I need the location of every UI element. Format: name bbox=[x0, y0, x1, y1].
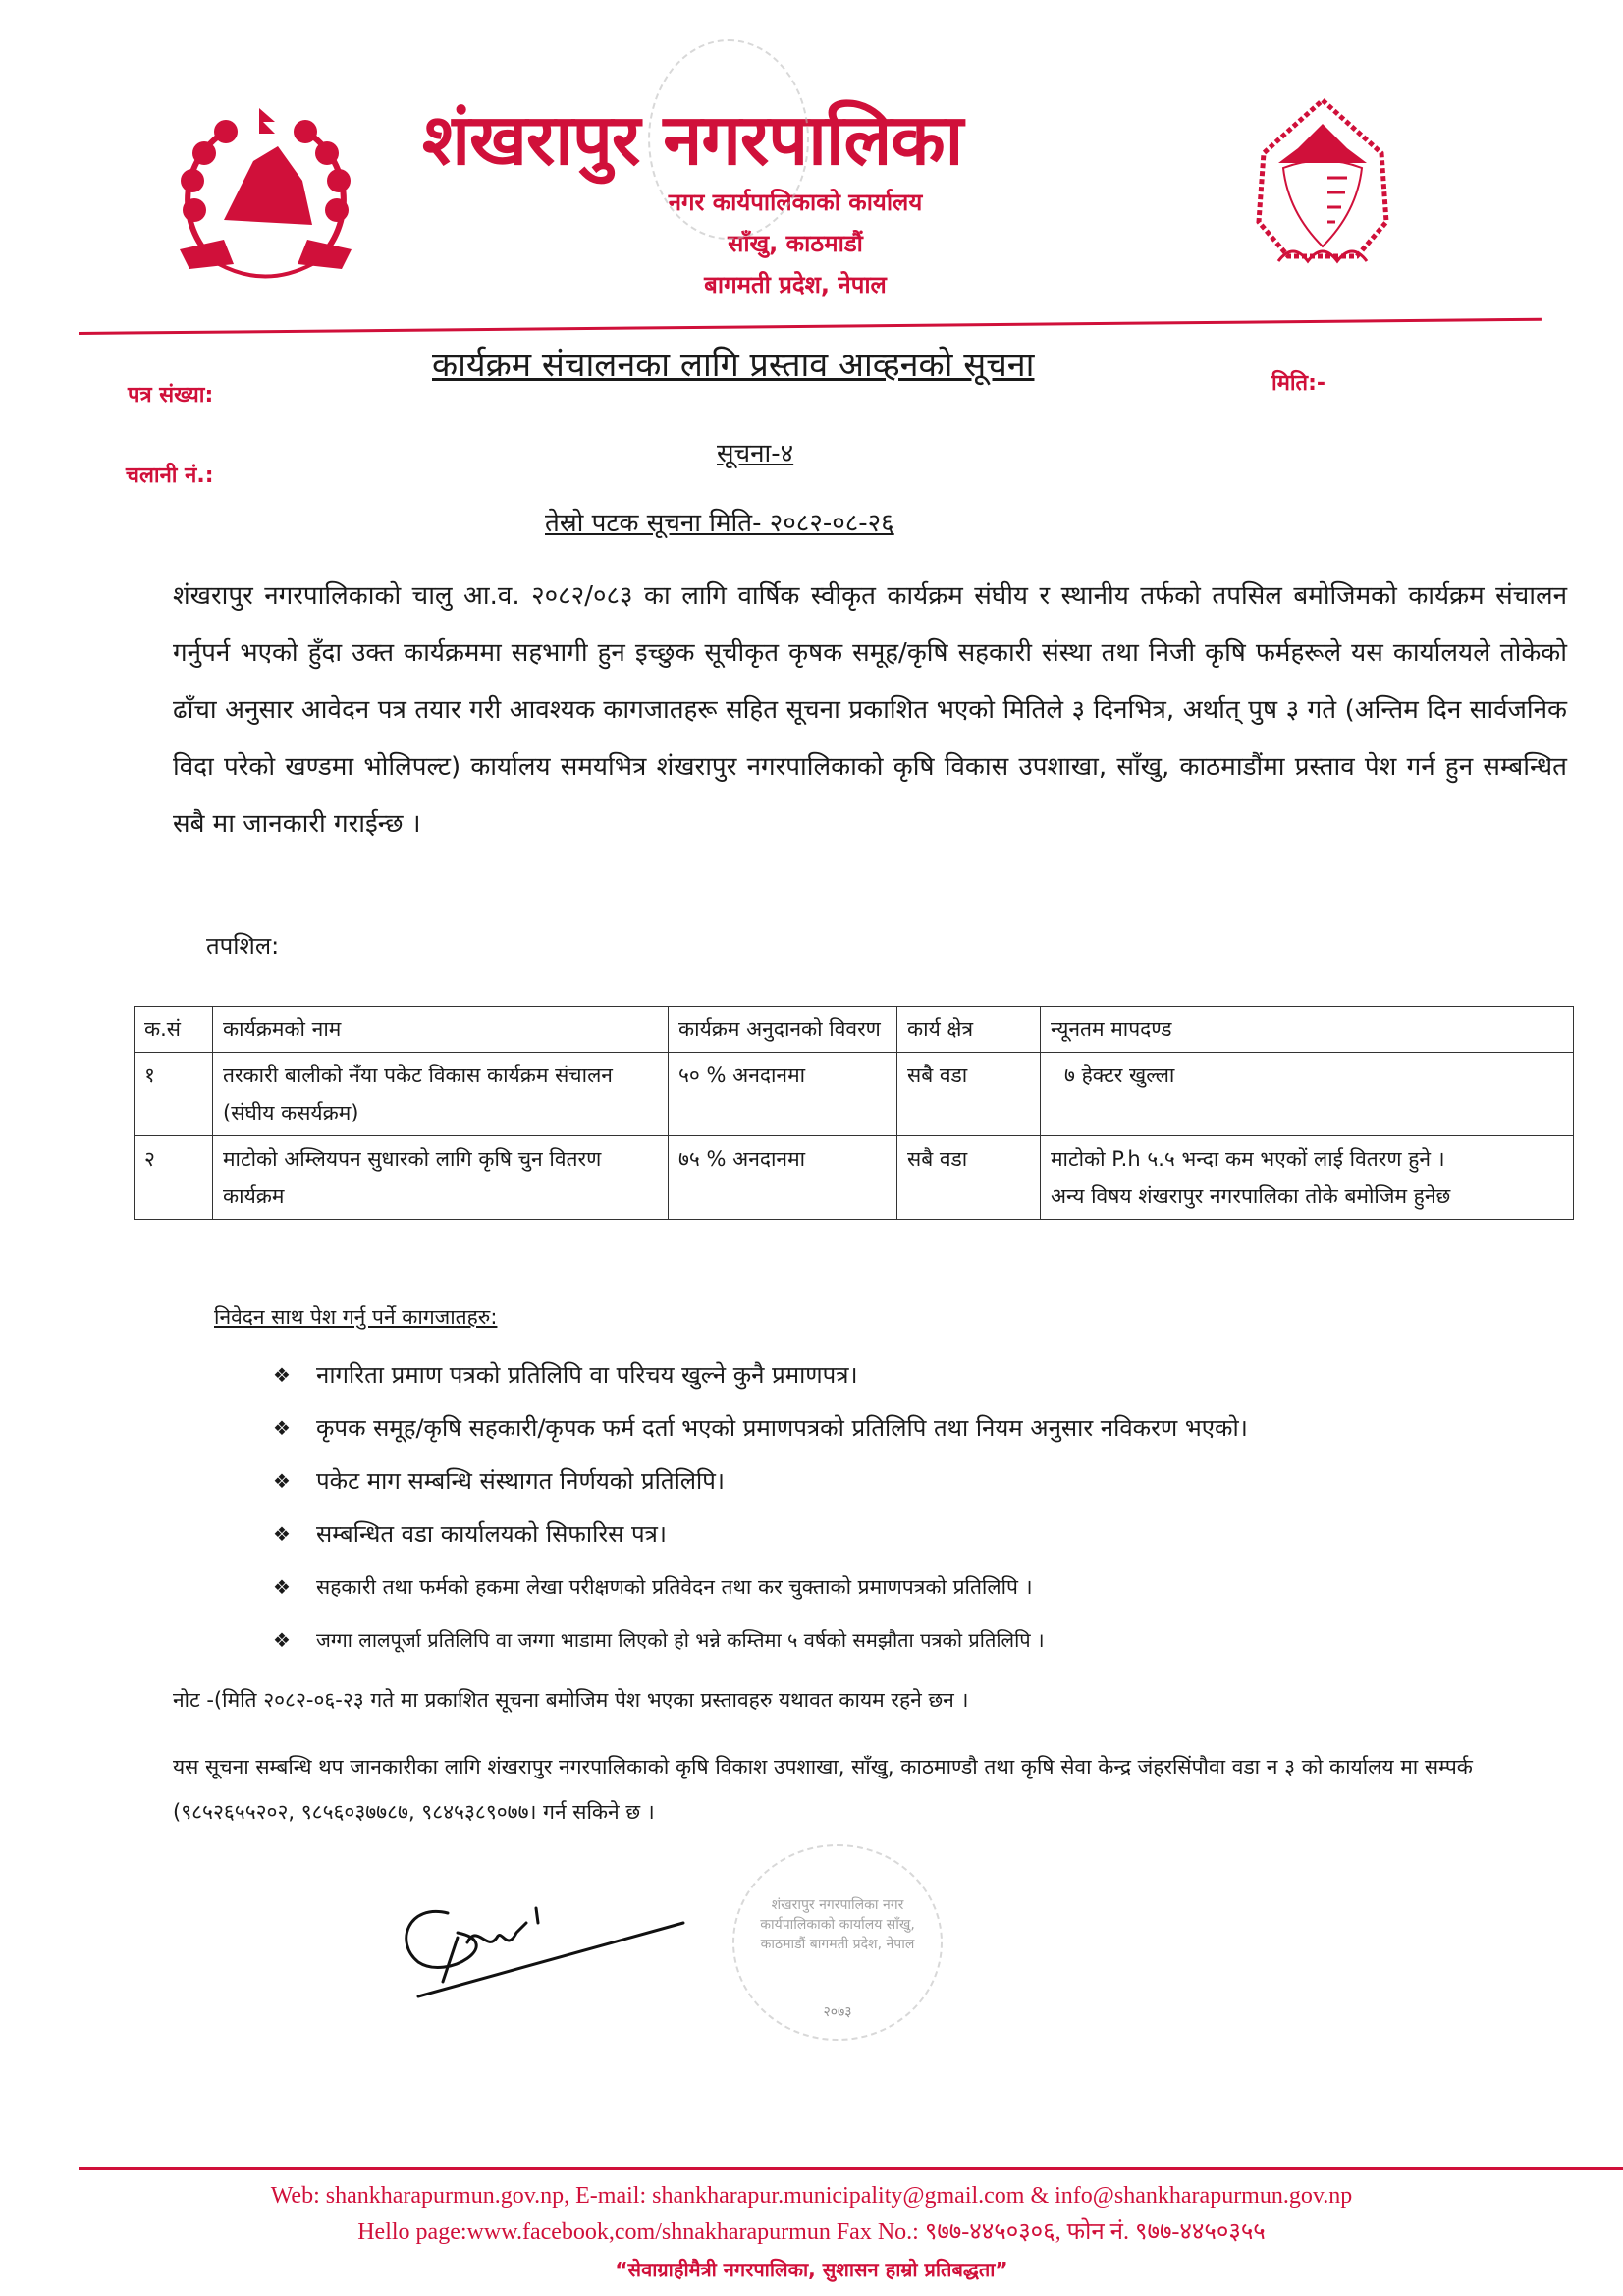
criteria-extra-text: अन्य विषय शंखरापुर नगरपालिका तोके बमोजिम हुनेछ bbox=[1051, 1184, 1451, 1208]
footer-divider bbox=[79, 2167, 1623, 2170]
office-province: बागमती प्रदेश, नेपाल bbox=[704, 271, 887, 299]
signature-block bbox=[173, 1844, 1567, 2041]
header-seal-stamp-icon bbox=[648, 39, 809, 240]
cell-grant: ७५ % अनदानमा bbox=[669, 1136, 897, 1220]
handwritten-signature-icon bbox=[389, 1884, 703, 2011]
conch-shell-logo-icon bbox=[1249, 94, 1396, 276]
criteria-text: माटोको P.h ५.५ भन्दा कम भएकों लाई वितरण हुने । bbox=[1051, 1147, 1445, 1171]
cell-criteria bbox=[1041, 1136, 1574, 1220]
nepal-coat-of-arms-icon bbox=[165, 102, 366, 299]
list-item bbox=[273, 1618, 1612, 1662]
table-row bbox=[135, 1136, 1574, 1220]
program-table bbox=[134, 1006, 1574, 1220]
list-item-text: सम्बन्धित वडा कार्यालयको सिफारिस पत्र। bbox=[316, 1520, 667, 1548]
publish-date-line: तेस्रो पटक सूचना मिति- २०८२-०८-२६ bbox=[545, 509, 894, 538]
header-divider bbox=[79, 318, 1542, 335]
cell-area: सबै वडा bbox=[897, 1053, 1041, 1136]
header-program-name: कार्यक्रमको नाम bbox=[213, 1007, 669, 1053]
documents-heading: निवेदन साथ पेश गर्नु पर्ने कागजातहरु: bbox=[214, 1305, 498, 1329]
footer-slogan: “सेवाग्राहीमैत्री नगरपालिका, सुशासन हाम्रो प्रतिबद्धता” bbox=[615, 2258, 1008, 2281]
list-item-text: जग्गा लालपूर्जा प्रतिलिपि वा जग्गा भाडामा लिएको हो भन्ने कम्तिमा ५ वर्षको समझौता पत्रको प्रतिलिपि । bbox=[316, 1628, 1045, 1652]
four-diamond-bullet-icon: ❖ bbox=[273, 1522, 291, 1546]
cell-program-name: तरकारी बालीको नँया पकेट विकास कार्यक्रम संचालन (संघीय कसर्यक्रम) bbox=[213, 1053, 669, 1136]
list-item bbox=[273, 1406, 1549, 1449]
lower-section bbox=[173, 1302, 1567, 2041]
list-item-text: नागरिता प्रमाण पत्रको प्रतिलिपि वा परिचय खुल्ने कुनै प्रमाणपत्र। bbox=[316, 1361, 858, 1389]
schedule-label: तपशिल: bbox=[206, 932, 280, 959]
office-seal-stamp-icon bbox=[732, 1844, 943, 2041]
letter-number-label: पत्र संख्या: bbox=[128, 383, 214, 408]
table-row bbox=[135, 1053, 1574, 1136]
header-min-criteria: न्यूनतम मापदण्ड bbox=[1041, 1007, 1574, 1053]
list-item bbox=[273, 1512, 1549, 1556]
municipality-name: शंखरापुर नगरपालिका bbox=[422, 98, 963, 181]
contact-text: यस सूचना सम्बन्धि थप जानकारीका लागि शंखरापुर नगरपालिकाको कृषि विकाश उपशाखा, साँखु, काठमाण्डौ तथा कृषि सेवा केन्द्र जंहरसिंपौवा वडा न ३ को कार्यालय मा सम्पर्क (९८५२६५५२०२, ९८५६०३७७८७, ९८४५३८९०७७। गर्न सकिने छ । bbox=[173, 1755, 1473, 1824]
cell-criteria bbox=[1041, 1053, 1574, 1136]
list-item bbox=[273, 1459, 1549, 1503]
list-item bbox=[273, 1565, 1549, 1609]
footer-web-email: Web: shankharapurmun.gov.np, E-mail: shankharapur.municipality@gmail.com & info@shankharapurmun.gov.np bbox=[270, 2183, 1353, 2209]
header-grant-detail: कार्यक्रम अनुदानको विवरण bbox=[669, 1007, 897, 1053]
signature bbox=[389, 1884, 703, 2011]
four-diamond-bullet-icon: ❖ bbox=[273, 1628, 291, 1652]
list-item bbox=[273, 1353, 1549, 1396]
cell-grant: ५० % अनदानमा bbox=[669, 1053, 897, 1136]
notice-body: शंखरापुर नगरपालिकाको चालु आ.व. २०८२/०८३ का लागि वार्षिक स्वीकृत कार्यक्रम संघीय र स्थानीय तर्फको तपसिल बमोजिमको कार्यक्रम संचालन गर्नुपर्न भएको हुँदा उक्त कार्यक्रममा सहभागी हुन इच्छुक सूचीकृत कृषक समूह/कृषि सहकारी संस्था तथा निजी कृषि फर्महरूले यस कार्यालयले तोकेको ढाँचा अनुसार आवेदन पत्र तयार गरी आवश्यक कागजातहरू सहित सूचना प्रकाशित भएको मितिले ३ दिनभित्र, अर्थात् पुष ३ गते (अन्तिम दिन सार्वजनिक विदा परेको खण्डमा भोलिपल्ट) कार्यालय समयभित्र शंखरापुर नगरपालिकाको कृषि विकास उपशाखा, साँखु, काठमाडौंमा प्रस्ताव पेश गर्न हुन सम्बन्धित सबै मा जानकारी गराईन्छ । bbox=[173, 581, 1567, 839]
stamp-text: शंखरापुर नगरपालिका नगर कार्यपालिकाको कार्यालय साँखु, काठमाडौं बागमती प्रदेश, नेपाल bbox=[760, 1897, 915, 1952]
cell-serial: १ bbox=[135, 1053, 213, 1136]
dispatch-number-label: चलानी नं.: bbox=[126, 464, 214, 488]
notice-title: कार्यक्रम संचालनका लागि प्रस्ताव आव्हनको सूचना bbox=[432, 346, 1035, 385]
footer-facebook-fax-phone: Hello page:www.facebook,com/shnakharapurmun Fax No.: ९७७-४४५०३०६, फोन नं. ९७७-४४५०३५५ bbox=[357, 2219, 1266, 2245]
list-item-text: कृपक समूह/कृषि सहकारी/कृपक फर्म दर्ता भएको प्रमाणपत्रको प्रतिलिपि तथा नियम अनुसार नविकरण भएको। bbox=[316, 1414, 1248, 1442]
cell-program-name: माटोको अम्लियपन सुधारको लागि कृषि चुन वितरण कार्यक्रम bbox=[213, 1136, 669, 1220]
criteria-text: ७ हेक्टर खुल्ला bbox=[1064, 1064, 1175, 1087]
stamp-year: २०७३ bbox=[823, 2004, 852, 2020]
four-diamond-bullet-icon: ❖ bbox=[273, 1575, 291, 1599]
four-diamond-bullet-icon: ❖ bbox=[273, 1363, 291, 1387]
documents-list bbox=[273, 1353, 1549, 1662]
header-work-area: कार्य क्षेत्र bbox=[897, 1007, 1041, 1053]
list-item-text: सहकारी तथा फर्मको हकमा लेखा परीक्षणको प्रतिवेदन तथा कर चुक्ताको प्रमाणपत्रको प्रतिलिपि । bbox=[316, 1575, 1033, 1599]
header-serial: क.सं bbox=[135, 1007, 213, 1053]
note-text: नोट -(मिति २०८२-०६-२३ गते मा प्रकाशित सूचना बमोजिम पेश भएका प्रस्तावहरु यथावत कायम रहने छन । bbox=[173, 1688, 969, 1712]
office-location: साँखु, काठमाडौं bbox=[728, 230, 863, 257]
list-item-text: पकेट माग सम्बन्धि संस्थागत निर्णयको प्रतिलिपि। bbox=[316, 1467, 725, 1495]
date-label: मिति:- bbox=[1271, 371, 1326, 396]
right-emblem bbox=[1249, 94, 1396, 276]
office-name: नगर कार्यपालिकाको कार्यालय bbox=[668, 189, 923, 216]
left-emblem bbox=[165, 102, 366, 299]
cell-area: सबै वडा bbox=[897, 1136, 1041, 1220]
table-header-row bbox=[135, 1007, 1574, 1053]
cell-serial: २ bbox=[135, 1136, 213, 1220]
notice-number: सूचना-४ bbox=[717, 439, 794, 468]
four-diamond-bullet-icon: ❖ bbox=[273, 1469, 291, 1493]
four-diamond-bullet-icon: ❖ bbox=[273, 1416, 291, 1440]
